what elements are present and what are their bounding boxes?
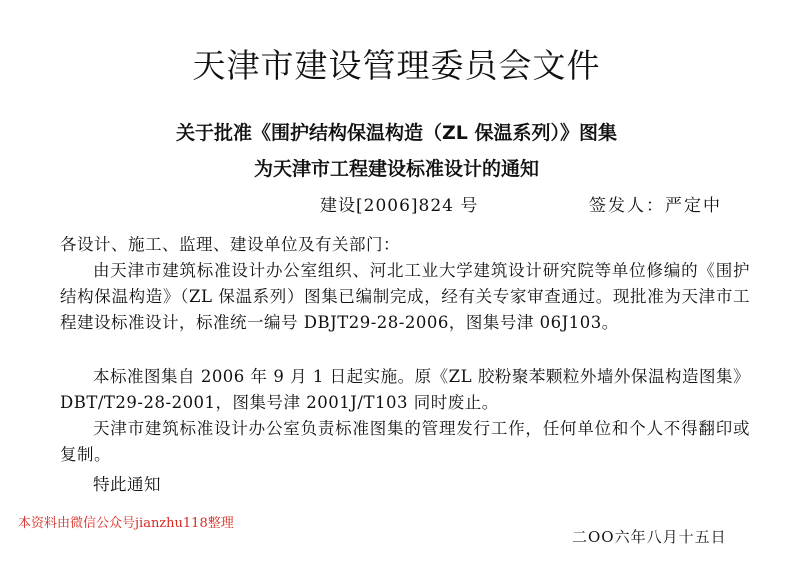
notice-title-line-1: 关于批准《围护结构保温构造（ZL 保温系列）》图集 — [176, 122, 617, 144]
paragraph-management: 天津市建筑标准设计办公室负责标准图集的管理发行工作，任何单位和个人不得翻印或复制。 — [60, 419, 750, 464]
signer: 签发人：严定中 — [589, 196, 722, 216]
watermark-text: 本资料由微信公众号jianzhu118整理 — [18, 516, 234, 531]
document-number: 建设[2006]824 号 — [320, 196, 479, 216]
closing-line: 特此通知 — [93, 475, 161, 494]
issuer-heading: 天津市建设管理委员会文件 — [192, 46, 601, 85]
paragraph-effective-date: 本标准图集自 2006 年 9 月 1 日起实施。原《ZL 胶粉聚苯颗粒外墙外保温构造图集》DBT/T29-28-2001，图集号津 2001J/T103 同时废止。 — [60, 367, 750, 412]
paragraph-approval: 由天津市建筑标准设计办公室组织、河北工业大学建筑设计研究院等单位修编的《围护结构保温构造》（ZL 保温系列）图集已编制完成，经有关专家审查通过。现批准为天津市工程建设标准设计，标准统一编号 DBJT29-28-2006，图集号津 06J103。 — [60, 261, 750, 332]
issue-date: 二OO六年八月十五日 — [572, 528, 727, 546]
notice-title-line-2: 为天津市工程建设标准设计的通知 — [253, 158, 539, 180]
salutation: 各设计、施工、监理、建设单位及有关部门： — [60, 235, 400, 254]
